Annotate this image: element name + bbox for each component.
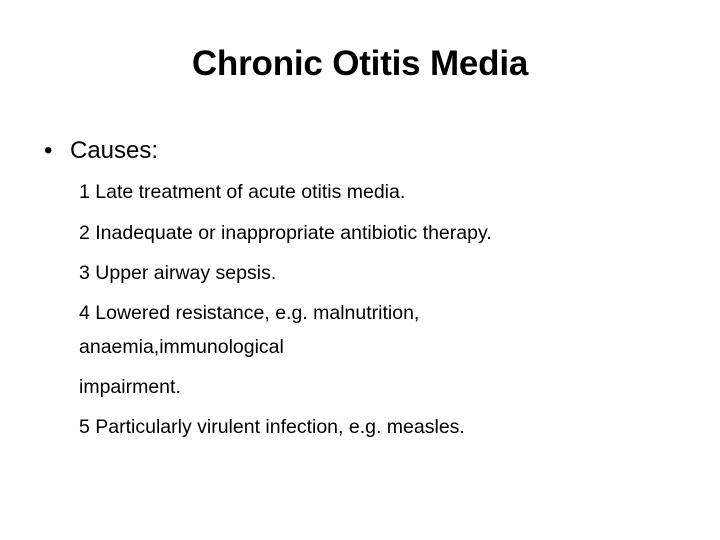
bullet-heading: Causes: — [70, 137, 159, 164]
cause-item-4-line-2: anaemia,immunological — [79, 336, 284, 358]
cause-item-4-line-1: 4 Lowered resistance, e.g. malnutrition, — [79, 302, 420, 324]
bullet-causes — [44, 136, 158, 166]
cause-item-1: 1 Late treatment of acute otitis media. — [79, 181, 406, 203]
cause-item-5: 5 Particularly virulent infection, e.g. measles. — [79, 416, 465, 438]
cause-item-3: 3 Upper airway sepsis. — [79, 262, 277, 284]
bullet-dot-icon: • — [44, 137, 53, 164]
slide-title: Chronic Otitis Media — [191, 44, 529, 83]
cause-item-4-line-3: impairment. — [79, 376, 181, 398]
cause-item-2: 2 Inadequate or inappropriate antibiotic therapy. — [79, 222, 492, 244]
